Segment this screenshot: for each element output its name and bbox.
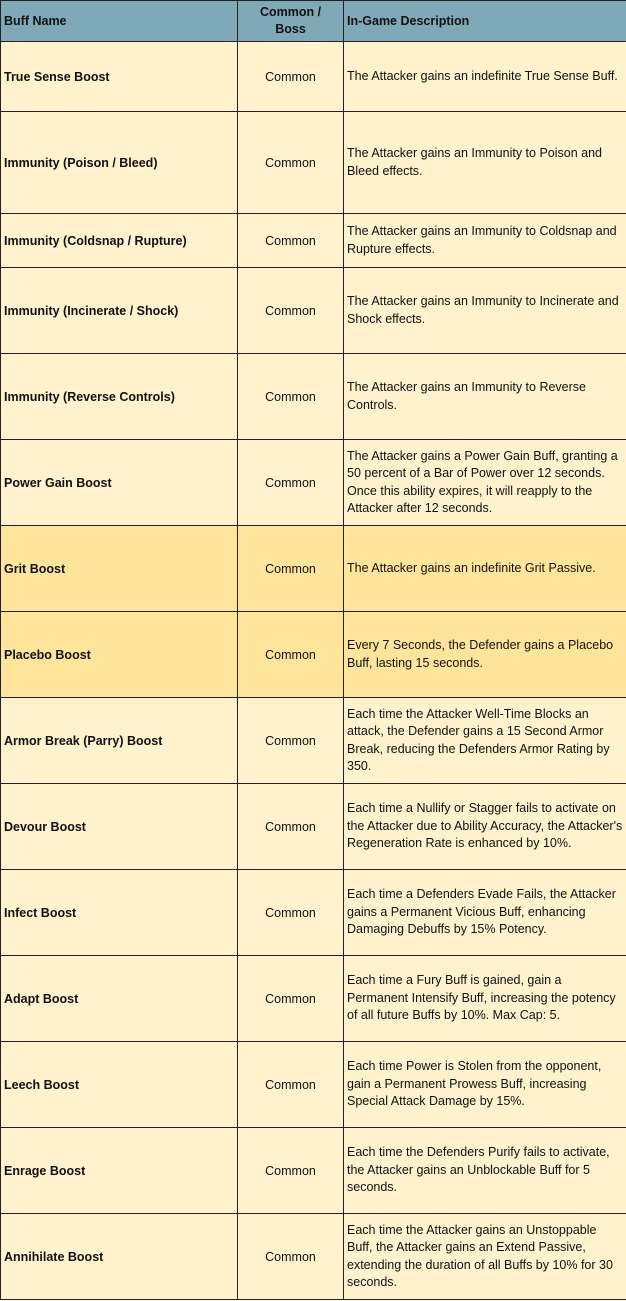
buff-name-cell: Armor Break (Parry) Boost bbox=[1, 698, 238, 784]
header-row bbox=[1, 1, 626, 42]
table-row bbox=[1, 612, 626, 698]
buff-name-cell: Grit Boost bbox=[1, 526, 238, 612]
buff-type-cell: Common bbox=[238, 784, 344, 870]
buff-description-cell: The Attacker gains an indefinite Grit Passive. bbox=[344, 526, 626, 612]
buff-name-cell: Adapt Boost bbox=[1, 956, 238, 1042]
table-row bbox=[1, 1128, 626, 1214]
buff-description-cell: The Attacker gains an Immunity to Poison and Bleed effects. bbox=[344, 112, 626, 214]
buff-description-cell: Each time the Defenders Purify fails to activate, the Attacker gains an Unblockable Buff for 5 seconds. bbox=[344, 1128, 626, 1214]
buff-type-cell: Common bbox=[238, 268, 344, 354]
buff-name-cell: Immunity (Poison / Bleed) bbox=[1, 112, 238, 214]
buff-description-cell: The Attacker gains an Immunity to Incinerate and Shock effects. bbox=[344, 268, 626, 354]
buff-type-cell: Common bbox=[238, 112, 344, 214]
buff-description-cell: Each time Power is Stolen from the opponent, gain a Permanent Prowess Buff, increasing Special Attack Damage by 15%. bbox=[344, 1042, 626, 1128]
table-row bbox=[1, 354, 626, 440]
table-row bbox=[1, 112, 626, 214]
buff-type-cell: Common bbox=[238, 1214, 344, 1300]
table-row bbox=[1, 268, 626, 354]
buff-name-cell: Immunity (Reverse Controls) bbox=[1, 354, 238, 440]
buff-name-cell: True Sense Boost bbox=[1, 42, 238, 112]
buff-type-cell: Common bbox=[238, 698, 344, 784]
buff-name-cell: Annihilate Boost bbox=[1, 1214, 238, 1300]
buff-type-cell: Common bbox=[238, 526, 344, 612]
buff-description-cell: Every 7 Seconds, the Defender gains a Placebo Buff, lasting 15 seconds. bbox=[344, 612, 626, 698]
buff-name-cell: Immunity (Incinerate / Shock) bbox=[1, 268, 238, 354]
buff-type-cell: Common bbox=[238, 612, 344, 698]
buff-name-cell: Power Gain Boost bbox=[1, 440, 238, 526]
header-common-boss-line1: Common / bbox=[259, 5, 322, 19]
table-row bbox=[1, 1214, 626, 1300]
table-row bbox=[1, 526, 626, 612]
buff-description-cell: Each time a Defenders Evade Fails, the Attacker gains a Permanent Vicious Buff, enhancing Damaging Debuffs by 15% Potency. bbox=[344, 870, 626, 956]
table-row bbox=[1, 42, 626, 112]
table-row bbox=[1, 1042, 626, 1128]
buff-type-cell: Common bbox=[238, 870, 344, 956]
header-common-boss-line2: Boss bbox=[275, 22, 306, 36]
table-row bbox=[1, 784, 626, 870]
header-buff-name: Buff Name bbox=[1, 1, 238, 42]
buff-name-cell: Infect Boost bbox=[1, 870, 238, 956]
table-body bbox=[1, 42, 626, 1300]
buff-type-cell: Common bbox=[238, 1128, 344, 1214]
table-row bbox=[1, 870, 626, 956]
buff-name-cell: Enrage Boost bbox=[1, 1128, 238, 1214]
buff-type-cell: Common bbox=[238, 1042, 344, 1128]
buff-name-cell: Leech Boost bbox=[1, 1042, 238, 1128]
table-header bbox=[1, 1, 626, 42]
buff-name-cell: Devour Boost bbox=[1, 784, 238, 870]
buff-description-cell: Each time the Attacker gains an Unstoppable Buff, the Attacker gains an Extend Passive, extending the duration of all Buffs by 10% for 30 seconds. bbox=[344, 1214, 626, 1300]
buff-description-cell: The Attacker gains a Power Gain Buff, granting a 50 percent of a Bar of Power over 12 seconds. Once this ability expires, it will reapply to the Attacker after 12 seconds. bbox=[344, 440, 626, 526]
buff-description-cell: The Attacker gains an indefinite True Sense Buff. bbox=[344, 42, 626, 112]
buff-description-cell: Each time a Nullify or Stagger fails to activate on the Attacker due to Ability Accuracy, the Attacker's Regeneration Rate is enhanced by 10%. bbox=[344, 784, 626, 870]
buff-type-cell: Common bbox=[238, 214, 344, 268]
header-description: In-Game Description bbox=[344, 1, 626, 42]
buff-type-cell: Common bbox=[238, 354, 344, 440]
table-row bbox=[1, 440, 626, 526]
buff-description-cell: Each time a Fury Buff is gained, gain a Permanent Intensify Buff, increasing the potency of all future Buffs by 10%. Max Cap: 5. bbox=[344, 956, 626, 1042]
buff-type-cell: Common bbox=[238, 440, 344, 526]
table-row bbox=[1, 214, 626, 268]
buff-name-cell: Placebo Boost bbox=[1, 612, 238, 698]
table-row bbox=[1, 698, 626, 784]
header-common-boss bbox=[238, 1, 344, 42]
buff-description-cell: The Attacker gains an Immunity to Reverse Controls. bbox=[344, 354, 626, 440]
buff-type-cell: Common bbox=[238, 42, 344, 112]
buff-name-cell: Immunity (Coldsnap / Rupture) bbox=[1, 214, 238, 268]
buff-description-cell: Each time the Attacker Well-Time Blocks an attack, the Defender gains a 15 Second Armor Break, reducing the Defenders Armor Rating by 350. bbox=[344, 698, 626, 784]
table-row bbox=[1, 956, 626, 1042]
buff-type-cell: Common bbox=[238, 956, 344, 1042]
buff-description-cell: The Attacker gains an Immunity to Coldsnap and Rupture effects. bbox=[344, 214, 626, 268]
